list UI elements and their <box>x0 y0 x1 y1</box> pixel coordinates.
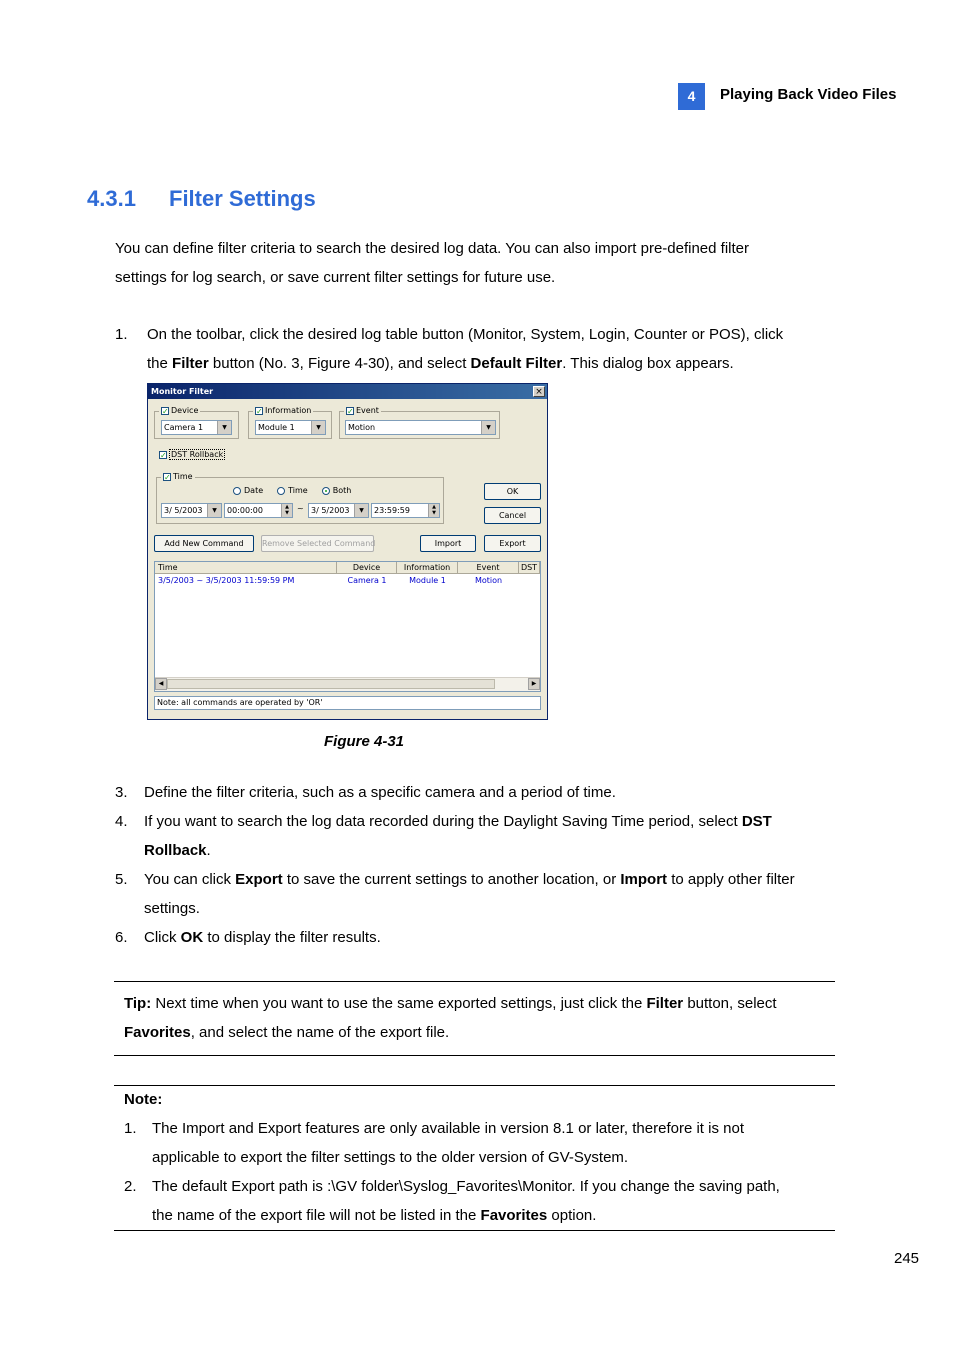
note-top-rule <box>114 1085 835 1086</box>
step-1-line-2: the Filter button (No. 3, Figure 4-30), and select Default Filter. This dialog box appears. <box>147 355 734 372</box>
chevron-down-icon: ▼ <box>481 421 495 434</box>
monitor-filter-dialog <box>147 383 548 720</box>
import-button[interactable]: Import <box>420 535 476 552</box>
event-checkbox[interactable]: ✓ <box>347 406 354 416</box>
note-item-1: 1. The Import and Export features are only available in version 8.1 or later, therefore it is not applicable to export the filter settings to the older version of GV-System. <box>124 1114 834 1172</box>
dialog-titlebar: Monitor Filter <box>148 384 547 399</box>
export-button[interactable]: Export <box>484 535 541 552</box>
tip-label: Tip: <box>124 995 152 1012</box>
step-5-text: You can click Export to save the current settings to another location, or Import to apply other filter settings. <box>144 871 795 917</box>
steps-list <box>115 778 845 952</box>
cancel-button[interactable]: Cancel <box>484 507 541 524</box>
step-4 <box>115 807 845 865</box>
section-title <box>87 186 316 212</box>
section-number: 4.3.1 <box>87 186 136 211</box>
step-5 <box>115 865 845 923</box>
device-checkbox[interactable]: ✓ <box>162 406 169 416</box>
event-group <box>339 406 500 439</box>
row-time-cell[interactable]: 3/5/2003 ~ 3/5/2003 11:59:59 PM <box>158 576 295 585</box>
device-label: Device <box>171 406 199 415</box>
intro-line-2: settings for log search, or save current filter settings for future use. <box>115 269 556 286</box>
step-number: 5. <box>115 871 128 888</box>
information-label: Information <box>265 406 312 415</box>
chapter-number-badge: 4 <box>678 83 705 110</box>
device-group <box>154 406 239 439</box>
chevron-down-icon: ▼ <box>207 504 221 517</box>
end-date-picker[interactable]: 3/ 5/2003 ▼ <box>308 503 369 518</box>
information-select[interactable]: Module 1 ▼ <box>255 420 326 435</box>
column-header-time[interactable]: Time <box>155 562 337 574</box>
both-radio[interactable] <box>322 487 330 495</box>
column-header-device[interactable]: Device <box>337 562 397 574</box>
chapter-title: Playing Back Video Files <box>720 86 897 103</box>
step-number: 4. <box>115 813 128 830</box>
scroll-right-icon[interactable]: ▶ <box>528 678 540 690</box>
device-select[interactable]: Camera 1 ▼ <box>161 420 232 435</box>
row-event-cell[interactable]: Motion <box>474 576 503 585</box>
time-radio-label: Time <box>288 486 308 495</box>
both-radio-label: Both <box>332 486 352 495</box>
time-group <box>156 472 444 524</box>
scrollbar-thumb[interactable] <box>167 679 495 689</box>
step-3-text: Define the filter criteria, such as a specific camera and a period of time. <box>144 784 616 801</box>
chevron-down-icon: ▼ <box>311 421 325 434</box>
remove-selected-command-button[interactable]: Remove Selected Command <box>261 535 374 552</box>
close-button[interactable]: × <box>533 386 545 397</box>
row-device-cell[interactable]: Camera 1 <box>347 576 387 585</box>
step-6-text: Click OK to display the filter results. <box>144 929 381 946</box>
dst-rollback-checkbox[interactable]: ✓ <box>160 450 167 460</box>
column-header-information[interactable]: Information <box>397 562 458 574</box>
note-bottom-rule <box>114 1230 835 1231</box>
range-separator: ~ <box>297 504 304 513</box>
step-4-text: If you want to search the log data recorded during the Daylight Saving Time period, select DST Rollback. <box>144 813 772 859</box>
section-title-text: Filter Settings <box>169 186 316 211</box>
ok-button[interactable]: OK <box>484 483 541 500</box>
step-number: 1. <box>115 326 128 343</box>
scroll-left-icon[interactable]: ◀ <box>155 678 167 690</box>
dialog-note: Note: all commands are operated by 'OR' <box>154 696 541 710</box>
tip-box: Tip: Next time when you want to use the same exported settings, just click the Filter button, select Favorites, and select the name of the export file. <box>124 995 777 1041</box>
step-6 <box>115 923 845 952</box>
date-radio[interactable] <box>233 487 241 495</box>
time-radio[interactable] <box>277 487 285 495</box>
note-item-number: 1. <box>124 1120 137 1137</box>
time-mode-radios <box>233 486 351 495</box>
dst-rollback-label: DST Rollback <box>171 450 224 459</box>
dst-rollback-option[interactable] <box>159 449 225 460</box>
column-header-event[interactable]: Event <box>458 562 519 574</box>
command-list[interactable] <box>154 561 541 692</box>
figure-caption: Figure 4-31 <box>324 733 405 750</box>
chevron-down-icon: ▼ <box>217 421 231 434</box>
information-checkbox[interactable]: ✓ <box>256 406 263 416</box>
date-radio-label: Date <box>244 486 264 495</box>
event-label: Event <box>356 406 379 415</box>
chevron-down-icon: ▼ <box>354 504 368 517</box>
step-1-line-1: On the toolbar, click the desired log table button (Monitor, System, Login, Counter or POS), click <box>147 326 784 343</box>
note-items <box>124 1114 834 1230</box>
start-time-spinner[interactable]: 00:00:00 ▲ ▼ <box>224 503 293 518</box>
event-select[interactable]: Motion ▼ <box>345 420 496 435</box>
end-time-spinner[interactable]: 23:59:59 ▲ ▼ <box>371 503 440 518</box>
step-3 <box>115 778 845 807</box>
tip-top-rule <box>114 981 835 982</box>
note-label: Note: <box>124 1091 163 1108</box>
step-number: 6. <box>115 929 128 946</box>
spinner-arrows-icon[interactable]: ▲ ▼ <box>428 504 439 517</box>
information-group <box>248 406 332 439</box>
add-new-command-button[interactable]: Add New Command <box>154 535 254 552</box>
tip-bottom-rule <box>114 1055 835 1056</box>
spinner-arrows-icon[interactable]: ▲ ▼ <box>281 504 292 517</box>
start-date-picker[interactable]: 3/ 5/2003 ▼ <box>161 503 222 518</box>
time-checkbox[interactable]: ✓ <box>164 472 171 482</box>
note-item-2: 2. The default Export path is :\GV folder\Syslog_Favorites\Monitor. If you change the saving path, the name of the export file will not be listed in the Favorites option. <box>124 1172 834 1230</box>
step-number: 3. <box>115 784 128 801</box>
time-label: Time <box>173 472 193 481</box>
page-number: 245 <box>894 1250 920 1267</box>
intro-line-1: You can define filter criteria to search the desired log data. You can also import pre-defined filter <box>115 240 749 257</box>
horizontal-scrollbar[interactable] <box>155 677 540 691</box>
note-item-number: 2. <box>124 1178 137 1195</box>
row-information-cell[interactable]: Module 1 <box>409 576 446 585</box>
column-header-dst[interactable]: DST <box>519 562 540 574</box>
intro-paragraph <box>115 234 749 292</box>
